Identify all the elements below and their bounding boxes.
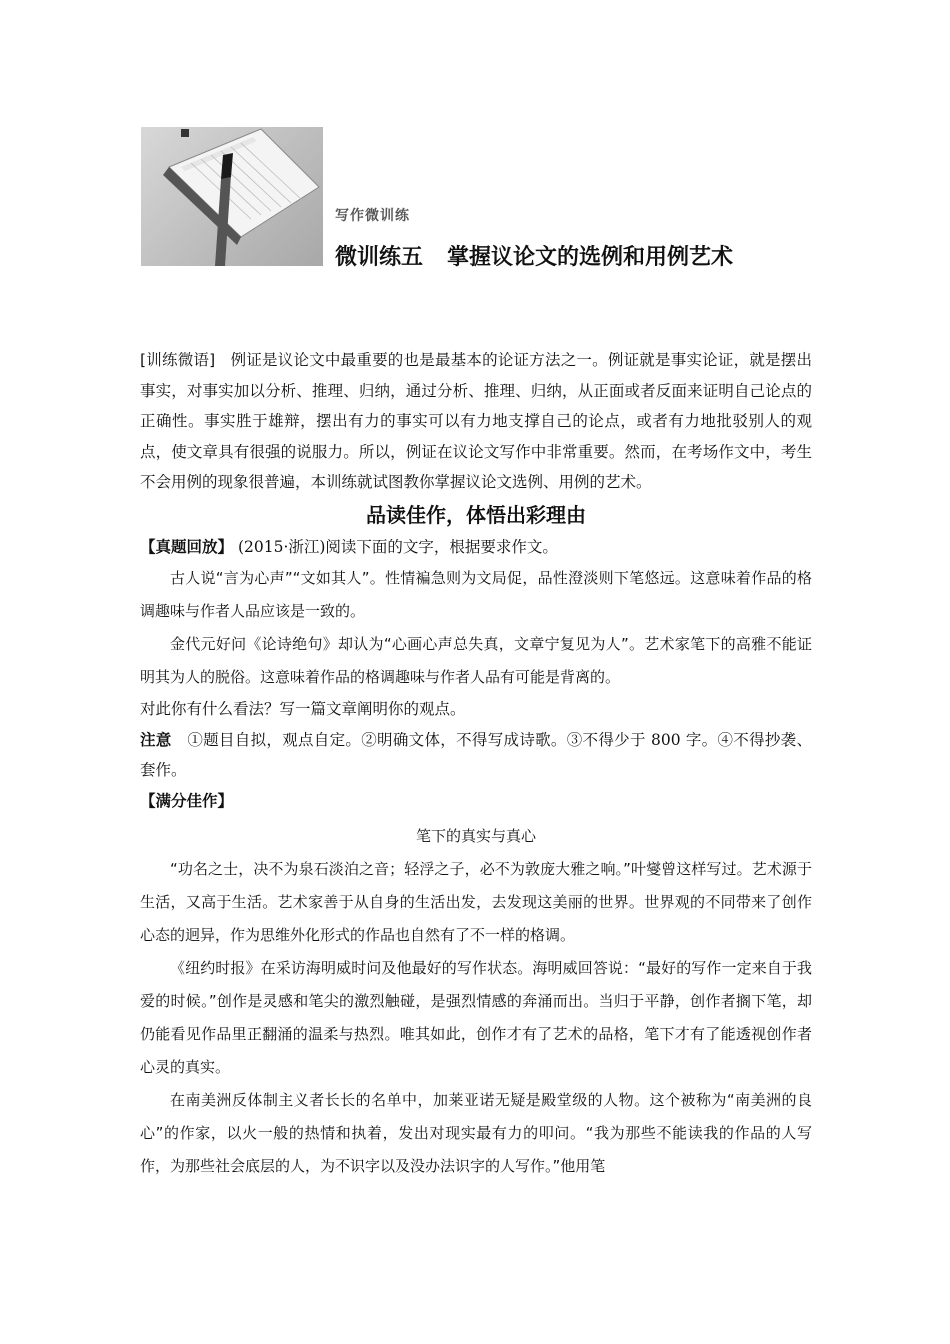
question-paragraph-1: 古人说“言为心声”“文如其人”。性情褊急则为文局促，品性澄淡则下笔悠远。这意味着作品的格调趣味与作者人品应该是一致的。 xyxy=(140,569,812,620)
question-source: (2015·浙江)阅读下面的文字，根据要求作文。 xyxy=(237,537,558,556)
essay-label: 【满分佳作】 xyxy=(140,791,234,810)
title-number: 微训练五 xyxy=(335,245,424,270)
page-title xyxy=(335,240,733,271)
note-label: 注意 xyxy=(140,730,172,749)
title-text: 掌握议论文的选例和用例艺术 xyxy=(447,245,734,270)
question-source-line xyxy=(140,532,812,563)
document-body xyxy=(140,345,812,1183)
intro-text: 例证是议论文中最重要的也是最基本的论证方法之一。例证就是事实论证，就是摆出事实，对事实加以分析、推理、归纳，通过分析、推理、归纳，从正面或者反面来证明自己论点的正确性。事实胜于雄辩，摆出有力的事实可以有力地支撑自己的论点，或者有力地批驳别人的观点，使文章具有很强的说服力。所以，例证在议论文写作中非常重要。然而，在考场作文中，考生不会用例的现象很普遍，本训练就试图教你掌握议论文选例、用例的艺术。 xyxy=(140,351,812,491)
question-prompt: 对此你有什么看法？写一篇文章阐明你的观点。 xyxy=(140,700,466,718)
question-paragraph-2: 金代元好问《论诗绝句》却认为“心画心声总失真，文章宁复见为人”。艺术家笔下的高雅不能证明其为人的脱俗。这意味着作品的格调趣味与作者人品有可能是背离的。 xyxy=(140,635,812,686)
intro-label: [训练微语] xyxy=(140,351,216,369)
question-note xyxy=(140,725,812,786)
essay-title: 笔下的真实与真心 xyxy=(415,827,536,845)
essay-paragraph: 在南美洲反体制主义者长长的名单中，加莱亚诺无疑是殿堂级的人物。这个被称为“南美洲的良心”的作家，以火一般的热情和执着，发出对现实最有力的叩问。“我为那些不能读我的作品的人写作，为那些社会底层的人，为不识字以及没办法识字的人写作。”他用笔 xyxy=(140,1091,812,1175)
essay-label-line xyxy=(140,786,812,817)
section-heading: 品读佳作，体悟出彩理由 xyxy=(366,502,586,527)
essay-paragraph: 《纽约时报》在采访海明威时问及他最好的写作状态。海明威回答说：“最好的写作一定来自于我爱的时候。”创作是灵感和笔尖的激烈触碰，是强烈情感的奔涌而出。当归于平静，创作者搁下笔，却仍能看见作品里正翻涌的温柔与热烈。唯其如此，创作才有了艺术的品格，笔下才有了能透视创作者心灵的真实。 xyxy=(140,959,812,1076)
note-text: ①题目自拟，观点自定。②明确文体，不得写成诗歌。③不得少于 800 字。④不得抄袭、套作。 xyxy=(140,730,812,779)
book-and-brush-illustration xyxy=(141,127,323,266)
essay-paragraph: “功名之士，决不为泉石淡泊之音；轻浮之子，必不为敦庞大雅之响。”叶燮曾这样写过。艺术源于生活，又高于生活。艺术家善于从自身的生活出发，去发现这美丽的世界。世界观的不同带来了创作心态的迥异，作为思维外化形式的作品也自然有了不一样的格调。 xyxy=(140,860,812,944)
question-label: 【真题回放】 xyxy=(140,537,234,556)
banner-image xyxy=(141,127,323,266)
intro-paragraph xyxy=(140,345,812,498)
series-subtitle: 写作微训练 xyxy=(335,208,410,224)
